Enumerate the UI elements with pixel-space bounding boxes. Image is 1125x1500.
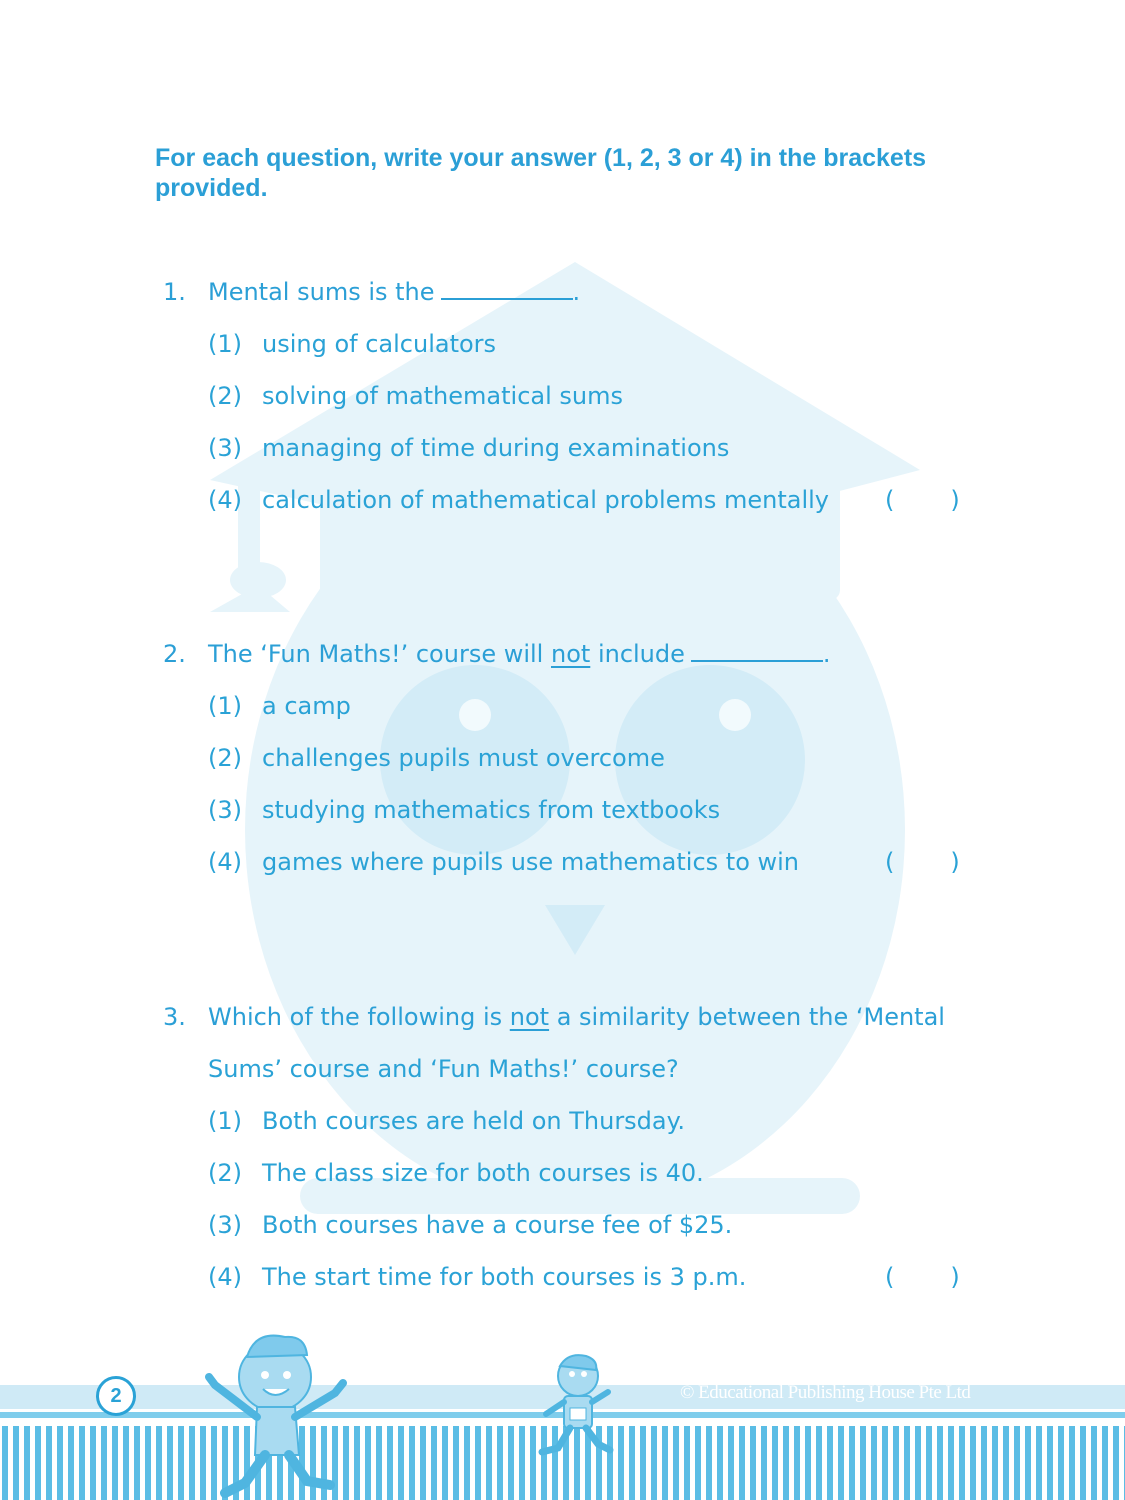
question-number: 3. xyxy=(163,1003,186,1031)
answer-bracket[interactable]: ( ) xyxy=(885,848,960,876)
answer-blank xyxy=(691,630,823,662)
option-1: (1) using of calculators xyxy=(208,330,497,358)
question-stem-continued: Sums’ course and ‘Fun Maths!’ course? xyxy=(208,1055,679,1083)
answer-bracket[interactable]: ( ) xyxy=(885,486,960,514)
option-2: (2) solving of mathematical sums xyxy=(208,382,623,410)
copyright-text: © Educational Publishing House Pte Ltd xyxy=(680,1382,971,1403)
question-stem: Which of the following is not a similarity between the ‘Mental xyxy=(208,1003,945,1031)
option-1: (1) Both courses are held on Thursday. xyxy=(208,1107,686,1135)
option-4: (4) games where pupils use mathematics to win ( ) xyxy=(163,836,1003,888)
running-boy-illustration xyxy=(528,1352,623,1462)
question-number: 1. xyxy=(163,278,186,306)
answer-blank xyxy=(441,268,573,300)
option-3: (3) managing of time during examinations xyxy=(208,434,730,462)
answer-bracket[interactable]: ( ) xyxy=(885,1263,960,1291)
question-1 xyxy=(163,266,1003,526)
page-number: 2 xyxy=(96,1376,136,1416)
jumping-boy-illustration xyxy=(195,1325,370,1500)
option-3: (3) studying mathematics from textbooks xyxy=(208,796,721,824)
option-2: (2) The class size for both courses is 40. xyxy=(208,1159,704,1187)
question-stem: The ‘Fun Maths!’ course will not include . xyxy=(208,628,831,680)
question-stem: Mental sums is the . xyxy=(208,266,580,318)
question-number: 2. xyxy=(163,640,186,668)
question-2 xyxy=(163,628,1003,888)
option-2: (2) challenges pupils must overcome xyxy=(208,744,665,772)
instruction-text: For each question, write your answer (1, 2, 3 or 4) in the brackets provided. xyxy=(155,144,927,202)
option-1: (1) a camp xyxy=(208,692,351,720)
option-3: (3) Both courses have a course fee of $25. xyxy=(208,1211,733,1239)
option-4: (4) calculation of mathematical problems mentally ( ) xyxy=(163,474,1003,526)
option-4: (4) The start time for both courses is 3 p.m. ( ) xyxy=(163,1251,1003,1303)
question-3 xyxy=(163,991,1003,1303)
